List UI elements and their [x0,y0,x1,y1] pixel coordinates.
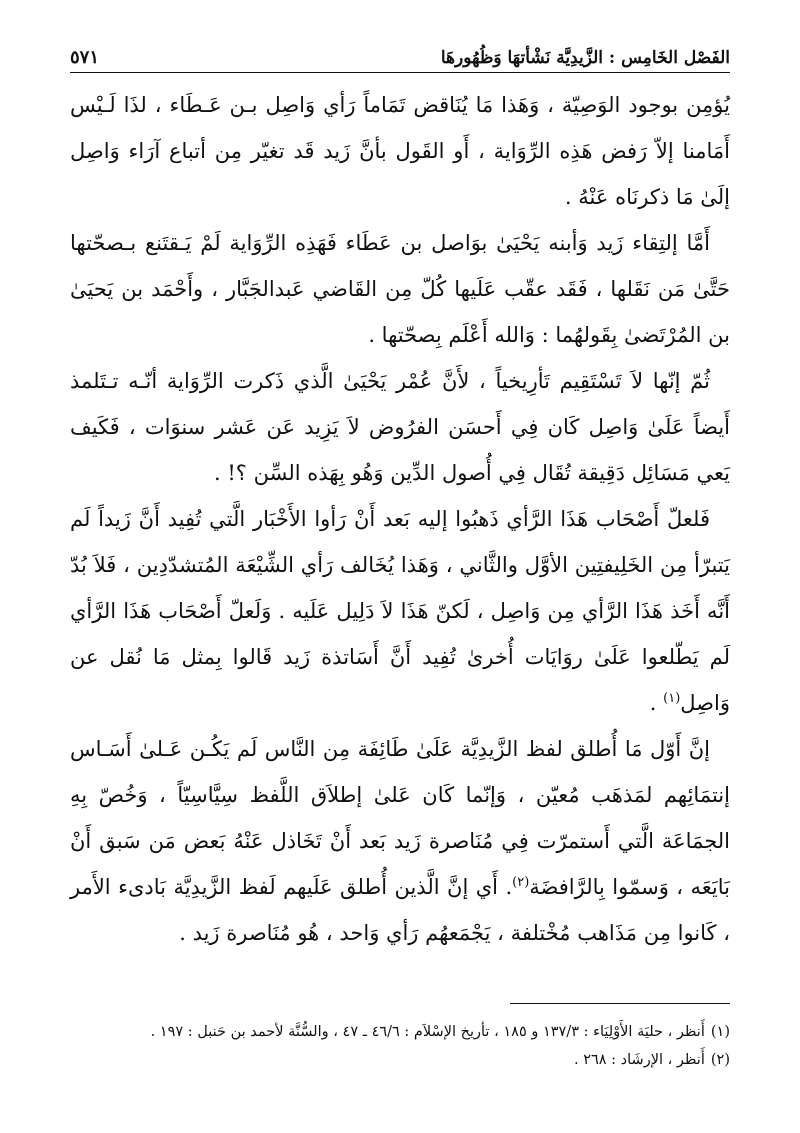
footnote-1 [70,1018,730,1046]
page-header [70,28,730,68]
footnote-separator [510,1003,730,1004]
footnotes [70,1018,730,1074]
paragraph-4: فَلعلّ أَصْحَاب هَذَا الرَّأي ذَهبُوا إليه بَعد أَنْ رَأوا الأَخْبَار الَّتي تُفِيد أَنَّ زَيداً لَم يَتبرّأ مِن الخَلِيفتِين الأوَّل والثَّاني ، وَهَذا يُخَالف رَأي الشِّيْعَة المُتشدّدِين ، فَلاَ بُدّ أَنَّه أَخَذ هَذَا الرَّأي مِن وَاصِل ، لَكنّ هَذَا لاَ دَلِيل عَلَيه . وَلَعلّ أَصْحَاب هَذَا الرَّأي لَم يَطّلعوا عَلَىٰ روَايَات أُخرىٰ تُفِيد أَنَّ أَسَاتذة زَيد قَالوا بِمثل مَا نُقل عن وَاصِل$^{(١)}$ . [70,507,730,715]
paragraph-1 [70,82,730,220]
paragraph-text: ثُمّ إنّها لاَ تَسْتَقِيم تَأرِيخياً ، لأَنَّ عُمْر يَحْيَىٰ الَّذي ذَكرت الرِّوَاية أنّـه تـتَلمذ أَيضاً عَلَىٰ وَاصِل كَان فِي أَحسَن الفرُوض لاَ يَزِيد عَن عَشر سنوَات ، فَكَيف يَعي مَسَائِل دَقِيقة تُقَال فِي أُصول الدِّين وَهُو بِهَذه السِّن ؟! . [70,369,730,485]
footnote-marker-1[interactable]: (١) [663,691,681,706]
paragraph-2 [70,220,730,358]
paragraph-continuation: . أَي إنَّ الَّذين أُطلق عَلَيهم لَفظ الزَّيدِيَّة بَادىء الأَمر ، كَانوا مِن مَذَاهب مُخْتلفة ، يَجْمَعهُم رَأي وَاحد ، هُو مُنَاصرة زَيد . [70,875,730,945]
footnote-marker-2[interactable]: (٢) [512,875,530,890]
footnote-number: (٢) [710,1052,730,1068]
footnote-text: أَنظر ، حليَة الأَوْلِيَاء : ١٣٧/٣ و ١٨٥ ، تأريخ الإسْلاَم : ٤٦/٦ ـ ٤٧ ، والسُّنَّة لأحمد بن حَنبل : ١٩٧ . [150,1024,705,1040]
footnote-2 [70,1046,730,1074]
paragraph-3 [70,358,730,496]
header-rule [70,72,730,73]
page-number: ٥٧١ [70,47,100,68]
paragraph-5 [70,726,730,956]
paragraph-text: فَلعلّ أَصْحَاب هَذَا الرَّأي ذَهبُوا إليه بَعد أَنْ رَأوا الأَخْبَار الَّتي تُفِيد أَنَّ زَيداً لَم يَتبرّأ مِن الخَلِيفتِين الأوَّل والثَّاني ، وَهَذا يُخَالف رَأي الشِّيْعَة المُتشدّدِين ، فَلاَ بُدّ أَنَّه أَخَذ هَذَا الرَّأي مِن وَاصِل ، لَكنّ هَذَا لاَ دَلِيل عَلَيه . وَلَعلّ أَصْحَاب هَذَا الرَّأي لَم يَطّلعوا عَلَىٰ روَايَات أُخرىٰ تُفِيد أَنَّ أَسَاتذة زَيد قَالوا بِمثل مَا نُقل عن وَاصِل [70,507,730,715]
paragraph-text: يُؤمِن بوجود الوَصِيّة ، وَهَذا مَا يُنَاقض تَمَاماً رَأي وَاصِل بـن عَـطَاء ، لذَا لَـيْس أَمَامنا إلاّ رَفض هَذِه الرِّوَاية ، أَو القَول بأنَّ زَيد قَد تغيّر مِن أتباع آرَاء وَاصِل إلَىٰ مَا ذكرنَاه عَنْهُ . [70,93,730,209]
footnote-text: أَنظر ، الإرشَاد : ٢٦٨ . [573,1052,705,1068]
paragraph-text: أَمَّا إلتِقاء زَيد وَأبنه يَحْيَىٰ بوَاصل بن عَطَاء فَهَذِه الرِّوَاية لَمْ يَـقتَنع بـصحّتها حَتَّىٰ مَن نَقَلها ، فَقَد عقّب عَلَيها كُلّ مِن القَاضي عَبدالجَبَّار ، وأَحْمَد بن يَحيَىٰ بن المُرْتَضىٰ بِقَولهُما : وَالله أَعْلَم بِصحّتها . [70,231,730,347]
footnote-number: (١) [710,1024,730,1040]
paragraph-text: إنَّ أَوّل مَا أُطلق لفظ الزَّيدِيَّة عَلَىٰ طَائِفَة مِن النَّاس لَم يَكُـن عَـلىٰ أَسَـاس إنتمَائِهم لمَذهَب مُعيّن ، وَإنّما كَان عَلىٰ إطلاَق اللَّفظ سِيَّاسِيّاً ، وَخُصّ بِهِ الجمَاعَة الَّتي أَستمرّت فِي مُنَاصرة زَيد بَعد أَنْ تَخَاذل عَنْهُ بَعض مَن سَبق أَنْ بَايَعَه ، وَسمّوا بِالرَّافضَة [70,737,730,899]
body-text [70,82,730,956]
running-title: الفَصْل الخَامِس : الزَّيدِيَّة نَشْأتهَا وَظُهُورهَا [440,48,730,68]
